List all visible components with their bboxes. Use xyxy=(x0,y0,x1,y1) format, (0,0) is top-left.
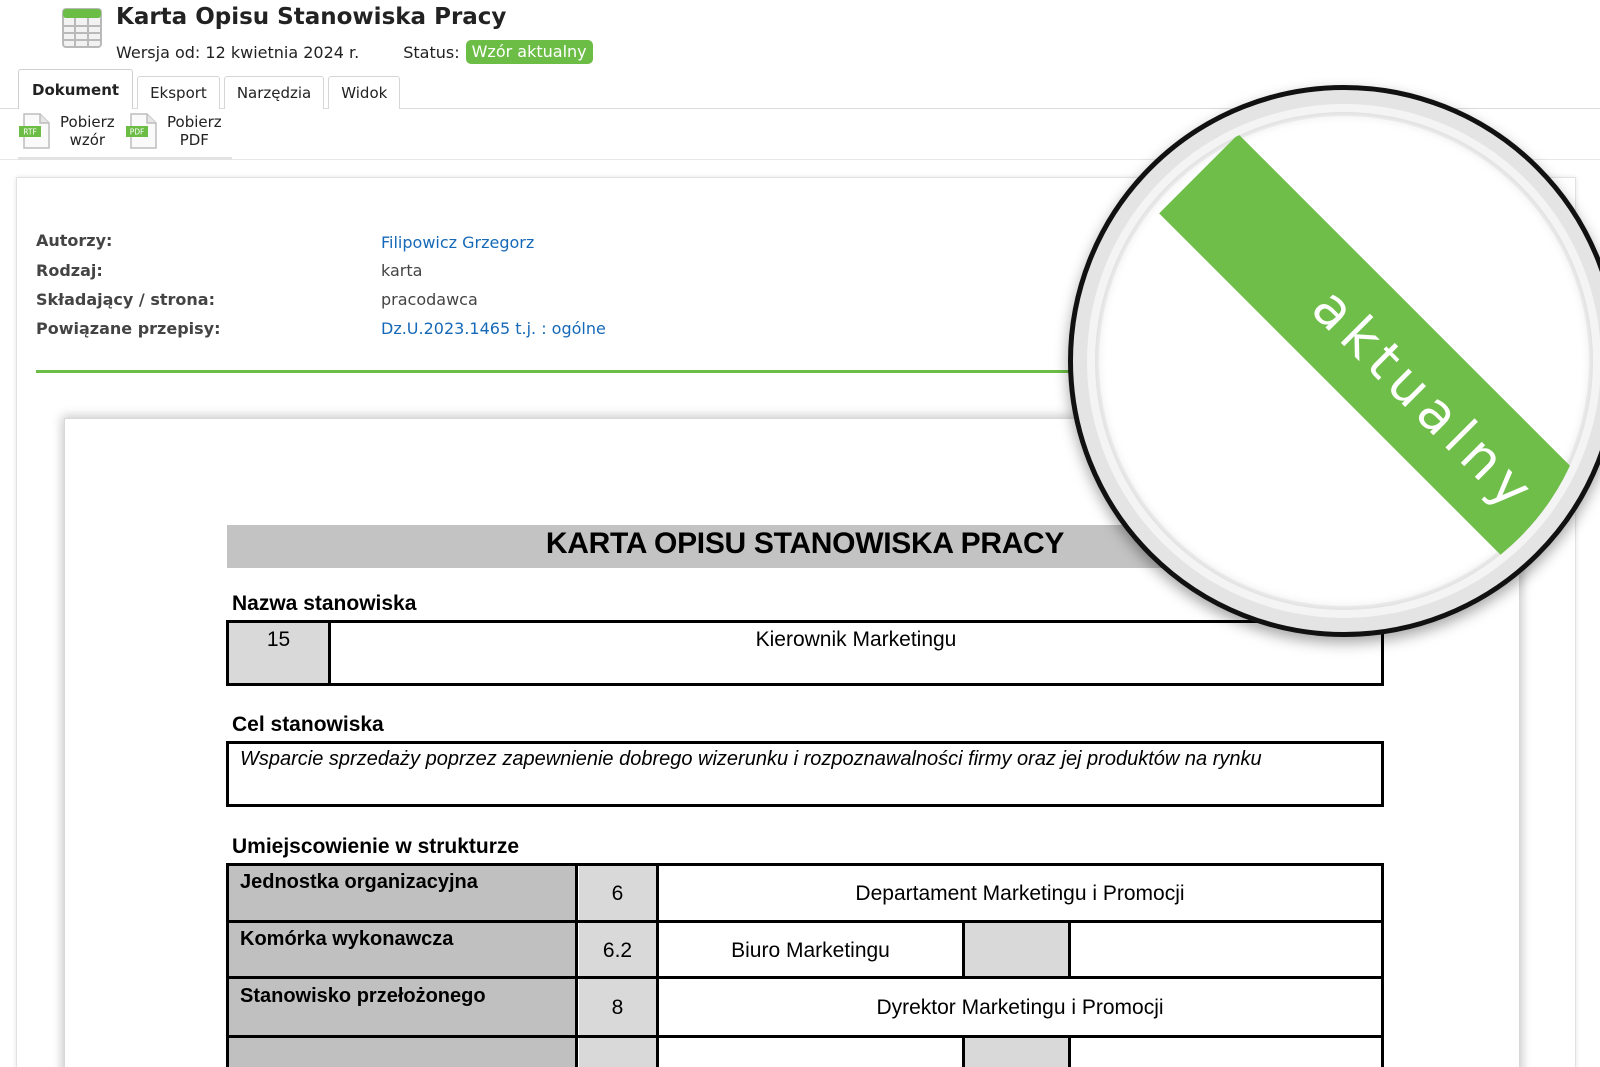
tab-narzedzia[interactable]: Narzędzia xyxy=(224,76,324,109)
authors-link[interactable]: Filipowicz Grzegorz xyxy=(381,233,535,252)
structure-row-label: Jednostka organizacyjna xyxy=(240,871,478,893)
rtf-file-icon xyxy=(18,112,52,150)
status-label: Status: xyxy=(403,42,460,62)
tab-dokument[interactable]: Dokument xyxy=(18,69,133,109)
structure-row-code: 8 xyxy=(611,996,624,1019)
pdf-file-icon xyxy=(125,112,159,150)
structure-row-label: Komórka wykonawcza xyxy=(240,928,454,950)
goal-text: Wsparcie sprzedaży poprzez zapewnienie dobrego wizerunku i rozpoznawalności firmy oraz jej produktów na rynku xyxy=(240,748,1262,770)
pdf-badge: PDF xyxy=(129,127,145,137)
tab-eksport[interactable]: Eksport xyxy=(137,76,220,109)
goal-label: Cel stanowiska xyxy=(232,713,384,736)
authors-label: Autorzy: xyxy=(36,231,113,250)
structure-row-label: Stanowisko przełożonego xyxy=(240,985,486,1007)
tab-bar xyxy=(18,69,404,109)
position-code: 15 xyxy=(266,628,291,651)
rtf-badge: RTF xyxy=(23,127,37,137)
regulation-separator: : xyxy=(536,319,552,338)
form-title: KARTA OPISU STANOWISKA PRACY xyxy=(545,527,1065,560)
regulations-value xyxy=(381,319,606,338)
regulation-link[interactable]: Dz.U.2023.1465 t.j. xyxy=(381,319,537,338)
version-row xyxy=(116,40,593,64)
tab-widok[interactable]: Widok xyxy=(328,76,400,109)
type-value: karta xyxy=(381,261,423,280)
party-value: pracodawca xyxy=(381,290,478,309)
toolbar-group-underline xyxy=(18,157,232,160)
structure-row-code: 6 xyxy=(611,882,624,905)
regulation-scope-link[interactable]: ogólne xyxy=(551,319,606,338)
page-title: Karta Opisu Stanowiska Pracy xyxy=(116,4,507,30)
structure-row-code: 6.2 xyxy=(602,939,633,962)
download-template-label-1: Pobierz xyxy=(60,113,115,131)
magnifier-lens xyxy=(1068,85,1600,637)
download-template-label-2: wzór xyxy=(69,131,106,149)
download-template-button[interactable] xyxy=(18,112,115,150)
download-pdf-label-1: Pobierz xyxy=(167,113,222,131)
structure-row-value: Departament Marketingu i Promocji xyxy=(855,882,1185,905)
magnifier-inner xyxy=(1095,112,1593,610)
structure-label: Umiejscowienie w strukturze xyxy=(232,835,520,858)
status-badge: Wzór aktualny xyxy=(466,40,593,64)
structure-row-value: Dyrektor Marketingu i Promocji xyxy=(876,996,1164,1019)
type-label: Rodzaj: xyxy=(36,261,103,280)
green-divider xyxy=(36,370,1088,373)
download-pdf-button[interactable] xyxy=(125,112,222,150)
status-ribbon xyxy=(1159,134,1593,610)
party-label: Składający / strona: xyxy=(36,290,215,309)
position-name: Kierownik Marketingu xyxy=(755,628,957,651)
download-pdf-label-2: PDF xyxy=(179,131,209,149)
spreadsheet-icon xyxy=(62,8,102,48)
position-name-label: Nazwa stanowiska xyxy=(232,592,417,615)
structure-row-value: Biuro Marketingu xyxy=(731,939,890,962)
version-date: Wersja od: 12 kwietnia 2024 r. xyxy=(116,42,360,62)
ribbon-text: aktualny xyxy=(1300,275,1550,525)
regulations-label: Powiązane przepisy: xyxy=(36,319,221,338)
